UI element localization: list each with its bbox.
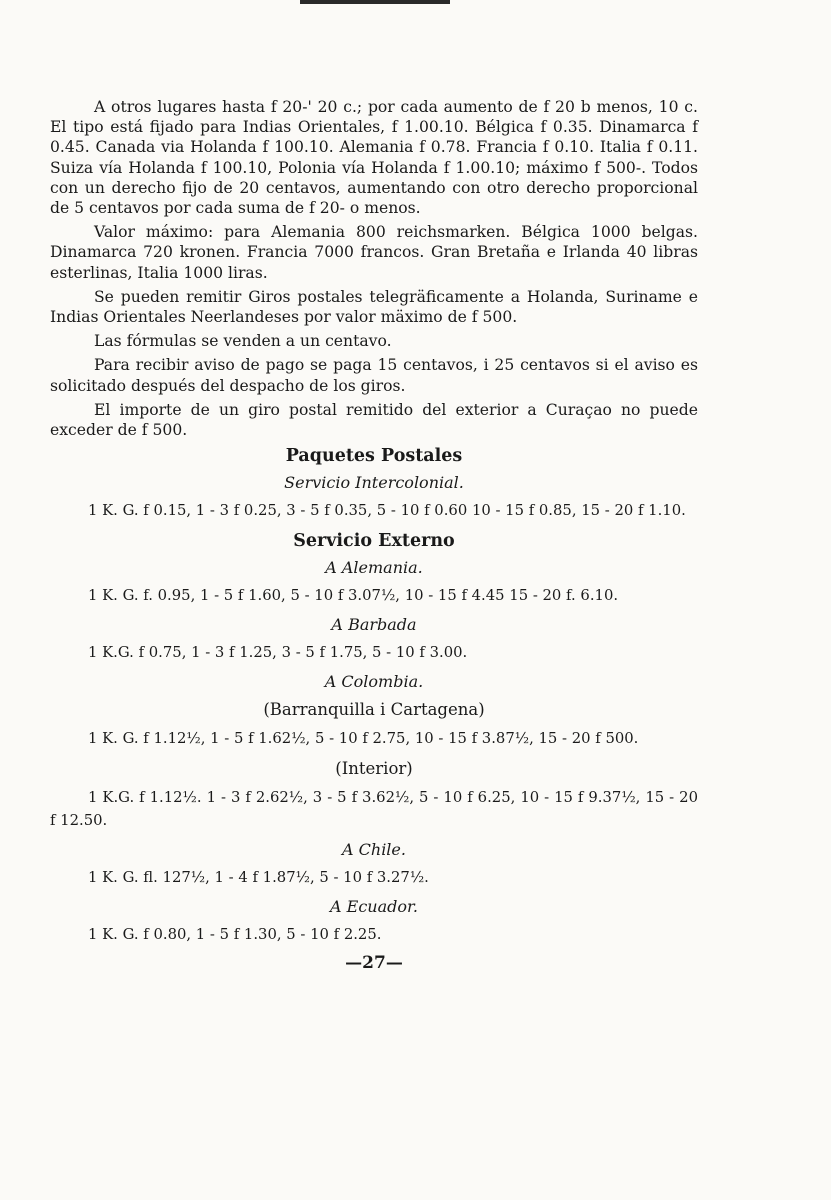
rates-ecuador: 1 K. G. f 0.80, 1 - 5 f 1.30, 5 - 10 f 2.25. — [88, 926, 382, 944]
rates-interior: 1 K.G. f 1.12½. 1 - 3 f 2.62½, 3 - 5 f 3.62½, 5 - 10 f 6.25, 10 - 15 f 9.37½, 15 - 20 f 12.50. — [50, 789, 698, 830]
page-number: —27— — [345, 953, 403, 974]
paragraph-max-value: Valor máximo: para Alemania 800 reichsmarken. Bélgica 1000 belgas. Dinamarca 720 kronen. Francia 7000 francos. Gran Bretaña e Irlanda 40 libras esterlinas, Italia 1000 liras. — [50, 223, 698, 282]
subheading-ecuador: A Ecuador. — [330, 897, 418, 917]
rates-intercolonial: 1 K. G. f 0.15, 1 - 3 f 0.25, 3 - 5 f 0.35, 5 - 10 f 0.60 10 - 15 f 0.85, 15 - 20 f 1.10. — [88, 502, 686, 520]
subheading-alemania: A Alemania. — [325, 558, 423, 578]
region-barranquilla: (Barranquilla i Cartagena) — [263, 700, 485, 720]
paragraph-other-places: A otros lugares hasta f 20-' 20 c.; por cada aumento de f 20 b menos, 10 c. El tipo está fijado para Indias Orientales, f 1.00.10. Bélgica f 0.35. Dinamarca f 0.45. Canada via Holanda f 100.10. Alemania f 0.78. Francia f 0.10. Italia f 0.11. Suiza vía Holanda f 100.10, Polonia vía Holanda f 1.00.10; máximo f 500-. Todos con un derecho fijo de 20 centavos, aumentando con otro derecho proporcional de 5 centavos por cada suma de f 20- o menos. — [50, 98, 698, 218]
paragraph-forms: Las fórmulas se venden a un centavo. — [94, 332, 392, 351]
subheading-intercolonial: Servicio Intercolonial. — [284, 473, 464, 493]
rates-alemania: 1 K. G. f. 0.95, 1 - 5 f 1.60, 5 - 10 f 3.07½, 10 - 15 f 4.45 15 - 20 f. 6.10. — [88, 587, 619, 605]
subheading-barbada: A Barbada — [331, 615, 417, 635]
heading-paquetes-postales: Paquetes Postales — [285, 446, 463, 467]
page-body — [50, 97, 698, 973]
heading-servicio-externo: Servicio Externo — [293, 531, 455, 552]
paragraph-payment-notice: Para recibir aviso de pago se paga 15 centavos, i 25 centavos si el aviso es solicitado después del despacho de los giros. — [50, 356, 698, 395]
top-rule — [300, 0, 450, 4]
subheading-chile: A Chile. — [342, 840, 406, 860]
rates-barranquilla: 1 K. G. f 1.12½, 1 - 5 f 1.62½, 5 - 10 f 2.75, 10 - 15 f 3.87½, 15 - 20 f 500. — [88, 730, 639, 748]
rates-barbada: 1 K.G. f 0.75, 1 - 3 f 1.25, 3 - 5 f 1.75, 5 - 10 f 3.00. — [88, 644, 468, 662]
subheading-colombia: A Colombia. — [324, 672, 424, 692]
paragraph-import-limit: El importe de un giro postal remitido del exterior a Curaçao no puede exceder de f 500. — [50, 400, 698, 440]
rates-chile: 1 K. G. fl. 127½, 1 - 4 f 1.87½, 5 - 10 f 3.27½. — [88, 869, 429, 887]
paragraph-telegraphic: Se pueden remitir Giros postales telegräficamente a Holanda, Suriname e Indias Orientales Neerlandeses por valor mäximo de f 500. — [50, 287, 698, 327]
region-interior: (Interior) — [335, 759, 413, 779]
